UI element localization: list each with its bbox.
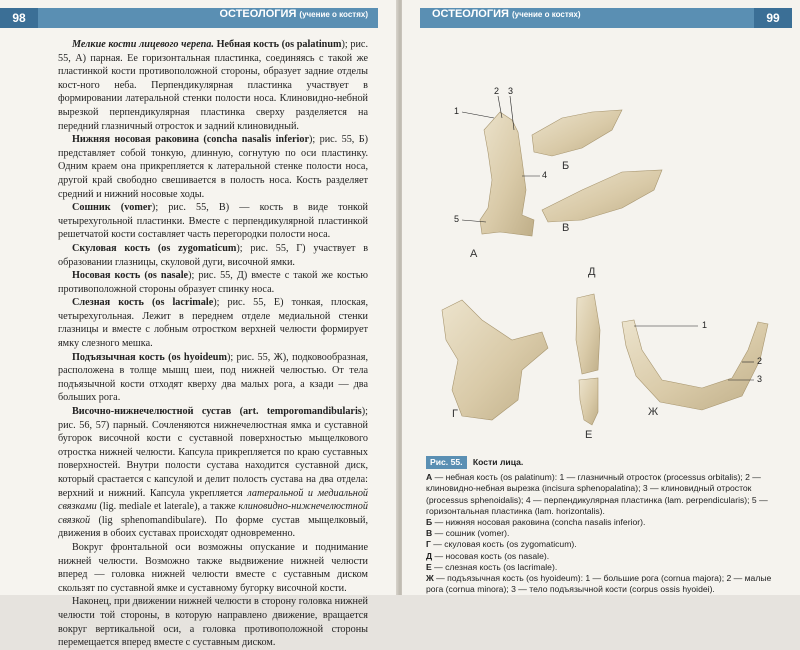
right-header-main: ОСТЕОЛОГИЯ — [432, 8, 509, 20]
label-v: В — [562, 222, 570, 234]
left-header-main: ОСТЕОЛОГИЯ — [219, 8, 297, 20]
paragraph-concha: Нижняя носовая раковина (concha nasalis inferior); рис. 55, Б) представляет собой тонкую, длинную, согнутую по оси пластинку. Одним краем она прикрепляется к латеральной стенке полости носа, другой край свободно свешивается в полость носа. Кость разделяет средний и нижний носовые ходы. — [58, 134, 369, 200]
caption-line-g: Г — скуловая кость (os zygomaticum). — [426, 539, 577, 550]
label-b: Б — [562, 160, 570, 172]
paragraph-nasal: Носовая кость (os nasale); рис. 55, Д) вместе с такой же костью противоположной стороны образует спинку носа. — [58, 270, 368, 295]
caption-line-d: Д — носовая кость (os nasale). — [426, 550, 550, 561]
callout-line-a1 — [462, 112, 494, 118]
callout-a-2: 2 — [494, 86, 500, 96]
caption-line-a: А — небная кость (os palatinum): 1 — глазничный отросток (processus orbitalis); 2 — клиновидно-небная вырезка (incisura sphenopalatina); 3 — клиновидный отросток (processus sphenoidalis); 4 — перпендикулярная пластинка (lam. perpendicularis); 5 — горизонтальная пластинка (lam. horizontalis). — [426, 472, 768, 516]
figure-caption — [426, 456, 782, 595]
callout-zh-1: 1 — [702, 320, 708, 330]
caption-line-b: Б — нижняя носовая раковина (concha nasalis inferior). — [426, 517, 646, 528]
label-e: Е — [585, 429, 593, 441]
right-header-bar — [420, 8, 792, 28]
palatine-bone-shape — [480, 112, 534, 236]
hyoid-bone-shape — [622, 320, 768, 410]
left-header-title — [219, 8, 368, 20]
concha-bone-shape — [532, 110, 622, 156]
caption-line-v: В — сошник (vomer). — [426, 528, 510, 539]
lacrimal-bone-shape — [579, 378, 598, 425]
paragraph-vomer: Сошник (vomer); рис. 55, В) — кость в виде тонкой четырехугольной пластинки. Вместе с перпендикулярной пластинкой решетчатой кости составляет часть перегородки полости носа. — [58, 202, 368, 241]
vomer-bone-shape — [542, 170, 662, 222]
paragraph-palatine: Мелкие кости лицевого черепа. Небная кость (os palatinum); рис. 55, А) парная. Ее горизонтальная пластинка, соединяясь с такой же пластинкой кости противоположной стороны, образует задние отделы кост-ного неба. Перпендикулярная пластинка участвует в формировании латеральной стенки полости носа. Клиновидно-небной вырезкой перпендикулярная пластинка сверху разделяется на передний глазничный отросток и задний клиновидный. — [58, 39, 368, 132]
figure-facial-bones — [422, 40, 794, 445]
left-page — [0, 0, 398, 649]
paragraph-hyoid: Подъязычная кость (os hyoideum); рис. 55, Ж), подковообразная, расположена в толще мышц шеи, под нижней челюстью. От тела подъязычной кости отходят кверху два малых рога, а кзади — два больших рога. — [58, 351, 368, 404]
callout-a-1: 1 — [454, 106, 460, 116]
caption-line-e: Е — слезная кость (os lacrimale). — [426, 561, 558, 572]
left-header-sub: (учение о костях) — [299, 10, 368, 19]
label-g: Г — [452, 408, 458, 420]
bone-illustrations — [422, 40, 794, 445]
paragraph-tmj: Височно-нижнечелюстной сустав (art. temporomandibularis); рис. 56, 57) парный. Сочленяются нижнечелюстная ямка и суставной бугорок височной кости с суставной поверхностью мыщелкового отростка нижней челюсти. Капсула прикрепляется по краю суставных поверхностей. Внутри полости сустава находится суставной диск, который срастается с капсулой и делит полость сустава на два отдела: верхний и нижний. Капсула укрепляется латеральной и медиальной связками (lig. mediale et laterale), а также клиновидно-нижнечелюстной связкой (lig sphenomandibulare). По форме сустав мыщелковый, движения в обоих суставах происходят одновременно. — [58, 406, 369, 540]
label-a: А — [470, 248, 478, 260]
zygomatic-bone-shape — [442, 300, 548, 420]
right-header-title — [432, 8, 581, 20]
label-d: Д — [588, 266, 596, 278]
callout-a-3: 3 — [508, 86, 514, 96]
caption-title: Кости лица. — [472, 457, 524, 467]
left-header-bar — [0, 8, 378, 28]
paragraph-movement-2: Наконец, при движении нижней челюсти в сторону головка нижней челюсти той стороны, в которую направлено движение, вращается вокруг вертикальной оси, а головка противоположной стороны перемещается вперед вместе с суставным диском. — [58, 596, 368, 649]
right-page — [402, 0, 800, 595]
caption-line-zh: Ж — подъязычная кость (os hyoideum): 1 — большие рога (cornua majora); 2 — малые рога (cornua minora); 3 — тело подъязычной кости (corpus ossis hyoidei). — [426, 573, 772, 595]
callout-zh-3: 3 — [757, 374, 763, 384]
label-zh: Ж — [648, 406, 659, 418]
callout-a-4: 4 — [542, 170, 548, 180]
nasal-bone-shape — [576, 294, 600, 374]
paragraph-zygomatic: Скуловая кость (os zygomaticum); рис. 55, Г) участвует в образовании глазницы, скуловой дуги, височной ямки. — [58, 242, 368, 268]
caption-heading — [426, 456, 782, 469]
callout-a-5: 5 — [454, 214, 460, 224]
paragraph-lacrimal: Слезная кость (os lacrimale); рис. 55, Е) тонкая, плоская, четырехугольная. Лежит в переднем отделе медиальной стенки глазницы и вместе с лобным отростком верхней челюсти формирует ямку слезного мешка. — [58, 297, 368, 350]
left-page-number: 98 — [0, 8, 38, 28]
right-header-sub: (учение о костях) — [511, 10, 581, 19]
left-body-text — [58, 38, 368, 650]
right-page-number: 99 — [754, 8, 792, 28]
paragraph-movement-1: Вокруг фронтальной оси возможны опускание и поднимание нижней челюсти. Возможно также выдвижение нижней челюсти вперед — головка нижней челюсти вместе с суставным диском скользят по суставной ямке и суставному бугорку височной кости. — [58, 541, 368, 594]
callout-zh-2: 2 — [757, 356, 763, 366]
caption-badge: Рис. 55. — [426, 456, 467, 469]
